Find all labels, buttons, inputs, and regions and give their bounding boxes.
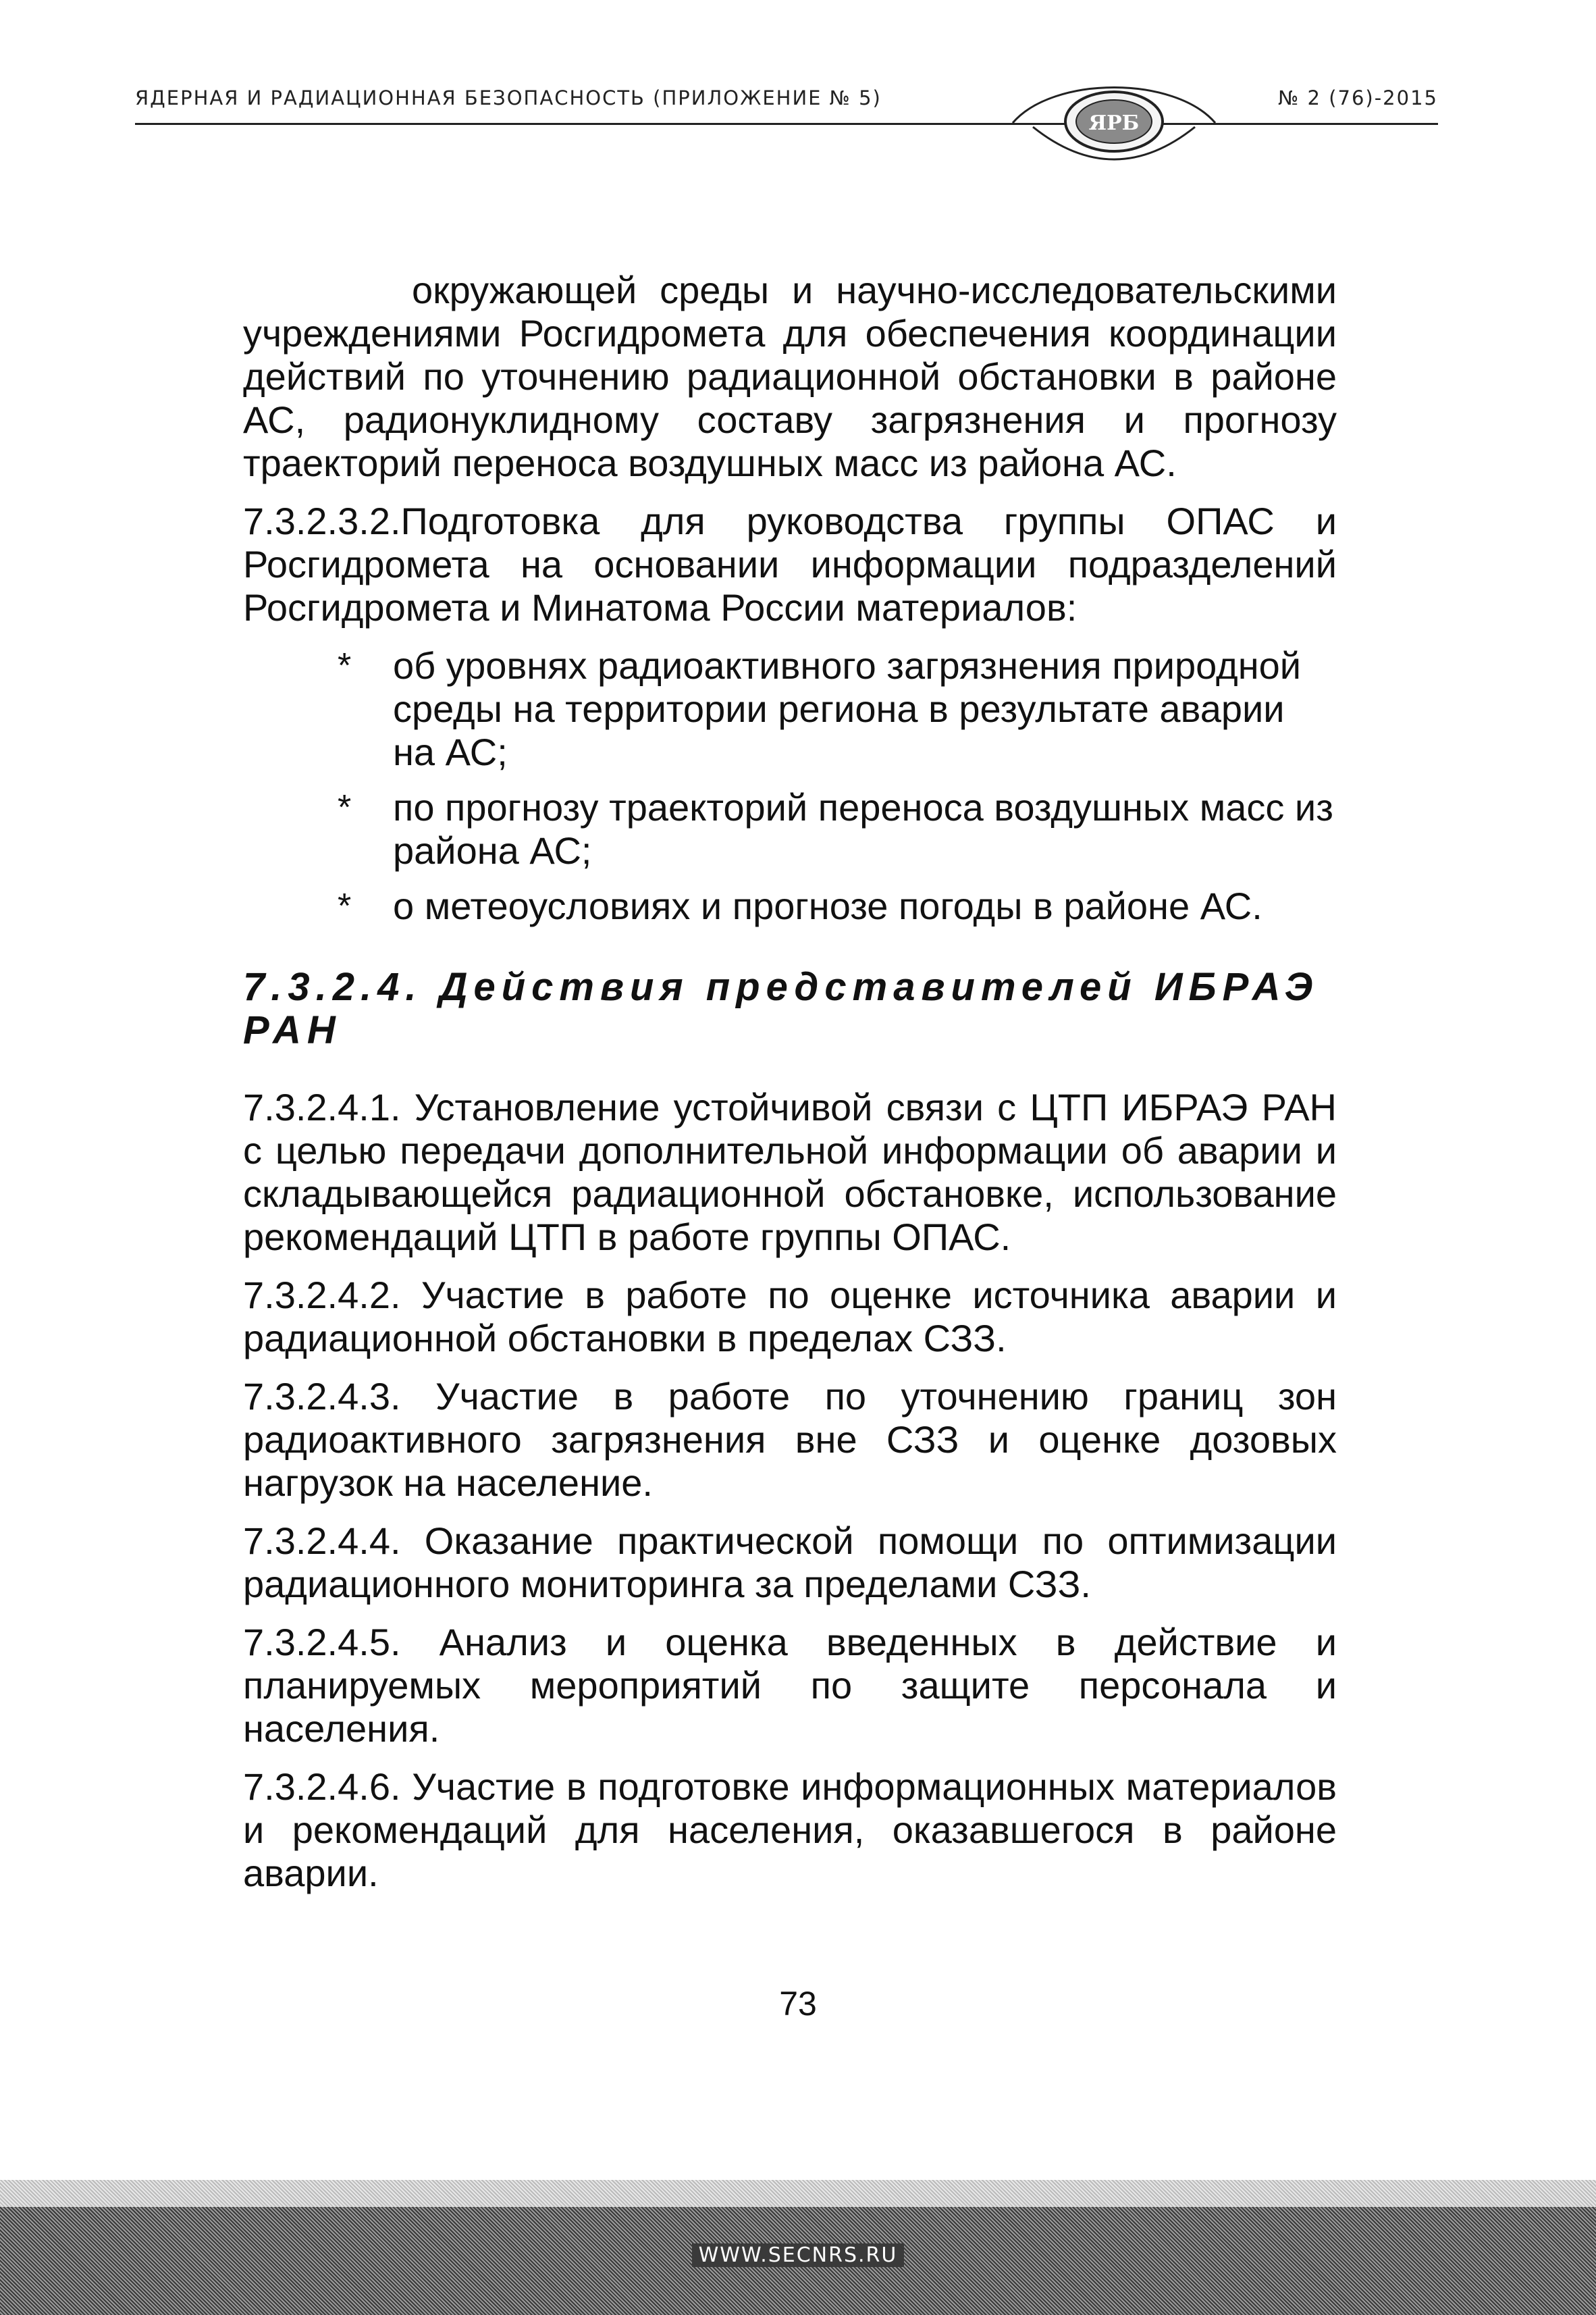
paragraph-7-3-2-4-6: 7.3.2.4.6. Участие в подготовке информационных материалов и рекомендаций для населения, оказавшегося в районе аварии. <box>243 1765 1337 1894</box>
paragraph-intro: окружающей среды и научно-исследовательскими учреждениями Росгидромета для обеспечения координации действий по уточнению радиационной обстановки в районе АС, радионуклидному составу загрязнения и прогнозу траекторий переноса воздушных масс из района АС. <box>243 269 1337 484</box>
journal-logo <box>1006 62 1222 163</box>
journal-title: ЯДЕРНАЯ И РАДИАЦИОННАЯ БЕЗОПАСНОСТЬ (ПРИЛОЖЕНИЕ № 5) <box>135 86 882 109</box>
bullet-marker: * <box>338 646 352 685</box>
bullet-marker: * <box>338 788 352 827</box>
footer-strip <box>0 2180 1596 2207</box>
paragraph-7-3-2-4-1: 7.3.2.4.1. Установление устойчивой связи с ЦТП ИБРАЭ РАН с целью передачи дополнительной информации об аварии и складывающейся радиационной обстановке, использование рекомендаций ЦТП в работе группы ОПАС. <box>243 1086 1337 1258</box>
issue-number: № 2 (76)-2015 <box>1278 86 1438 109</box>
paragraph-7-3-2-4-5: 7.3.2.4.5. Анализ и оценка введенных в действие и планируемых мероприятий по защите персонала и населения. <box>243 1621 1337 1750</box>
footer-url[interactable] <box>0 2243 1596 2267</box>
running-header <box>135 62 1438 163</box>
paragraph-7-3-2-3-2: 7.3.2.3.2.Подготовка для руководства группы ОПАС и Росгидромета на основании информации подразделений Росгидромета и Минатома России материалов: <box>243 500 1337 629</box>
footer-url-text[interactable]: WWW.SECNRS.RU <box>692 2243 905 2267</box>
bullet-item <box>243 885 1337 928</box>
page-number: 73 <box>779 1985 817 2023</box>
section-heading: 7.3.2.4. Действия представителей ИБРАЭ РАН <box>243 965 1319 1052</box>
bullet-text: о метеоусловиях и прогнозе погоды в районе АС. <box>393 885 1262 927</box>
bullet-item <box>243 644 1337 774</box>
footer-band <box>0 2180 1596 2315</box>
paragraph-7-3-2-4-2: 7.3.2.4.2. Участие в работе по оценке источника аварии и радиационной обстановки в пределах СЗЗ. <box>243 1274 1337 1359</box>
bullet-text: по прогнозу траекторий переноса воздушных масс из района АС; <box>393 786 1333 872</box>
bullet-list <box>243 644 1337 928</box>
header-rule <box>135 123 1438 125</box>
page-body <box>243 269 1337 1910</box>
bullet-item <box>243 786 1337 873</box>
paragraph-7-3-2-4-4: 7.3.2.4.4. Оказание практической помощи по оптимизации радиационного мониторинга за пределами СЗЗ. <box>243 1519 1337 1605</box>
bullet-marker: * <box>338 887 352 926</box>
logo-lettering: ЯРБ <box>1088 111 1140 135</box>
paragraph-7-3-2-4-3: 7.3.2.4.3. Участие в работе по уточнению границ зон радиоактивного загрязнения вне СЗЗ и оценке дозовых нагрузок на население. <box>243 1375 1337 1504</box>
bullet-text: об уровнях радиоактивного загрязнения природной среды на территории региона в результате аварии на АС; <box>393 644 1302 773</box>
